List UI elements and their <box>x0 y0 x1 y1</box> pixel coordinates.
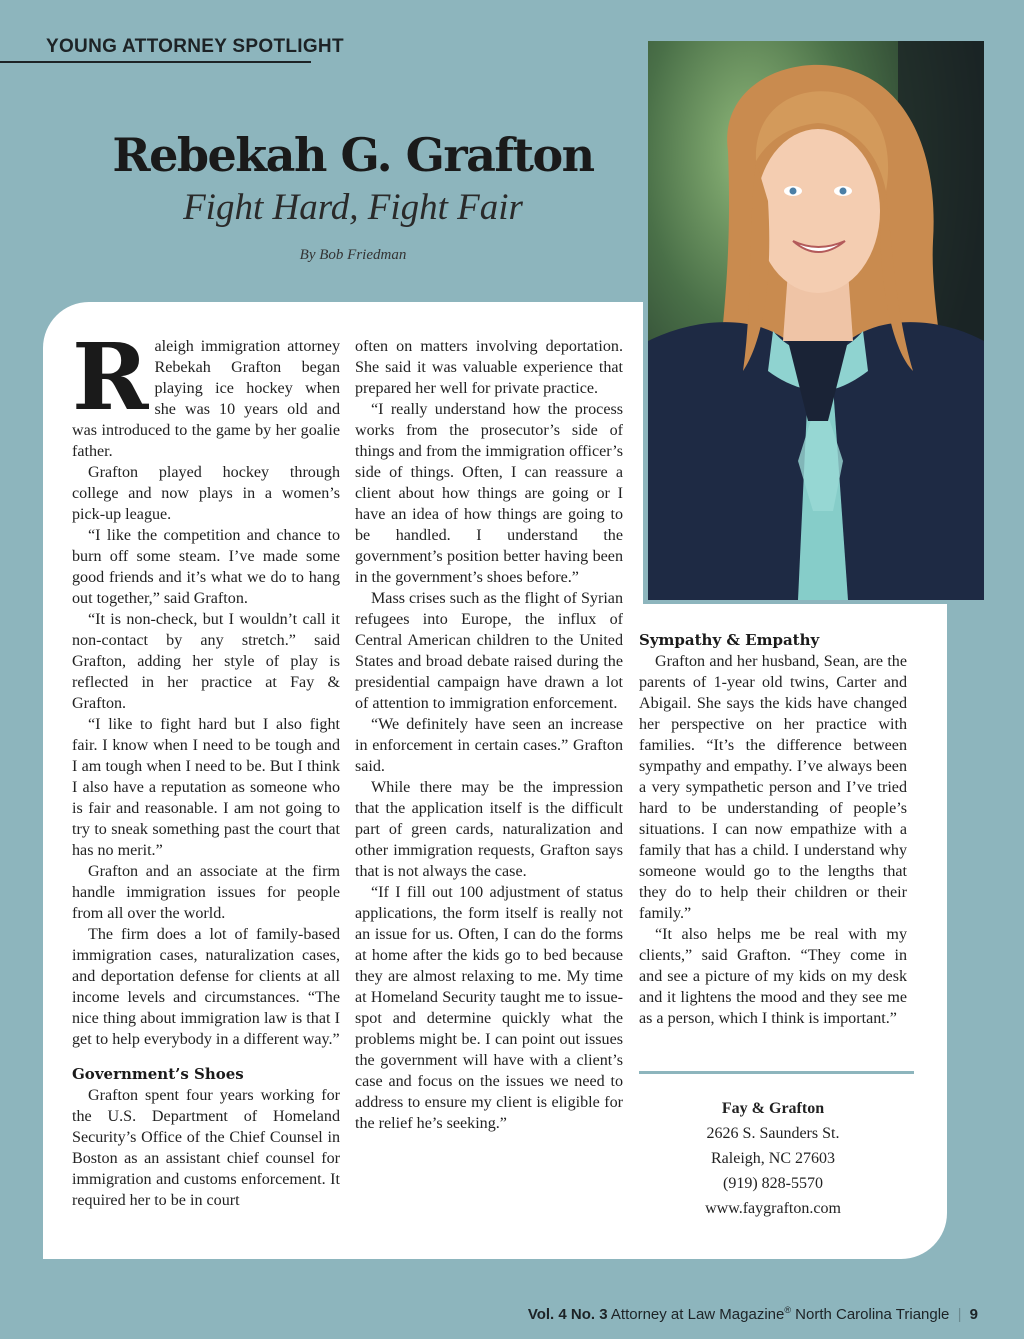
paragraph: “We definitely have seen an increase in enforcement in certain cases.” Grafton said. <box>355 716 623 775</box>
paragraph: Grafton and her husband, Sean, are the parents of 1-year old twins, Carter and Abigail. She says the kids have changed her perspective on her practice with families. “It’s the difference between sympathy and empathy. I’ve always been a very sympathetic person and I’ve tried hard to be understanding of people’s situations. I can now empathize with a family that has a child. I understand why someone would go to the lengths that they do to help their children or their family.” <box>639 653 907 922</box>
paragraph: “I like to fight hard but I also fight fair. I know when I need to be tough and I am tough when I need to be. But I think I also have a reputation as someone who is fair and reasonable. I am not going to try to sneak something past the court that has no merit.” <box>72 716 340 859</box>
section-heading-governments-shoes: Government’s Shoes <box>72 1065 244 1083</box>
section-heading-sympathy-empathy: Sympathy & Empathy <box>639 631 820 649</box>
paragraph: Grafton and an associate at the firm handle immigration issues for people from all over the world. <box>72 863 340 922</box>
portrait-illustration <box>648 41 984 600</box>
paragraph: often on matters involving deportation. She said it was valuable experience that prepared her well for private practice. <box>355 338 623 397</box>
registered-mark: ® <box>784 1305 791 1315</box>
section-label: YOUNG ATTORNEY SPOTLIGHT <box>46 36 344 57</box>
section-rule <box>0 61 311 63</box>
column-1 <box>72 323 340 1211</box>
footer-separator: | <box>957 1306 962 1323</box>
paragraph: “If I fill out 100 adjustment of status applications, the form itself is really not an issue for us. Often, I can do the forms at home after the kids go to bed because they are almost relaxing to me. My time at Homeland Security taught me to issue-spot and determine quickly what the problems might be. I can point out issues the government will have with a client’s case and focus on the issues we need to address to ensure my client is eligible for the relief he’s seeking.” <box>355 884 623 1132</box>
paragraph: “I like the competition and chance to burn off some steam. I’ve made some good friends and it’s what we do to hang out together,” said Grafton. <box>72 527 340 607</box>
paragraph: While there may be the impression that the application itself is the difficult part of green cards, naturalization and other immigration requests, Grafton says that is not always the case. <box>355 779 623 880</box>
issue-number: Vol. 4 No. 3 <box>527 1306 608 1323</box>
firm-street: 2626 S. Saunders St. <box>706 1125 840 1142</box>
column-3 <box>639 630 907 1029</box>
paragraph: “It is non-check, but I wouldn’t call it non-contact by any stretch.” said Grafton, adding her style of play is reflected in her practice at Fay & Grafton. <box>72 611 340 712</box>
paragraph: “It also helps me be real with my clients,” said Grafton. “They come in and see a picture of my kids on my desk and it lightens the mood and they see me as a person, which I think is important.” <box>639 926 907 1027</box>
magazine-name: Attorney at Law Magazine <box>610 1306 785 1323</box>
firm-phone: (919) 828-5570 <box>723 1175 823 1192</box>
paragraph: Grafton spent four years working for the U.S. Department of Homeland Security’s Office of the Chief Counsel in Boston as an assistant chief counsel for immigration and customs enforcement. It required her to be in court <box>72 1087 340 1209</box>
page-footer <box>528 1305 978 1323</box>
paragraph: Grafton played hockey through college and now plays in a women’s pick-up league. <box>72 464 340 523</box>
byline: By Bob Friedman <box>299 247 407 263</box>
article-headline: Rebekah G. Grafton <box>112 128 594 182</box>
firm-website: www.faygrafton.com <box>705 1200 841 1217</box>
lead-text: aleigh immigration attorney Rebekah Grafton began playing ice hockey when she was 10 years old and was introduced to the game by her goalie father. <box>72 338 340 460</box>
contact-block <box>639 1096 907 1221</box>
column-2 <box>355 336 623 1134</box>
drop-cap: R <box>72 323 149 431</box>
contact-divider <box>639 1071 914 1074</box>
portrait-photo <box>648 41 984 600</box>
magazine-region: North Carolina Triangle <box>795 1306 950 1323</box>
firm-city: Raleigh, NC 27603 <box>711 1150 835 1167</box>
article-subhead: Fight Hard, Fight Fair <box>183 187 523 228</box>
paragraph: The firm does a lot of family-based immigration cases, naturalization cases, and deportation defense for clients at all income levels and circumstances. “The nice thing about immigration law is that I get to help everybody in a different way.” <box>72 926 340 1048</box>
lead-paragraph <box>72 323 340 462</box>
paragraph: “I really understand how the process works from the prosecutor’s side of things and from the immigration officer’s side of things. Often, I can reassure a client about how things are going or I have an idea of how things are going to be handled. I understand the government’s position better having been in the government’s shoes before.” <box>355 401 623 586</box>
firm-name: Fay & Grafton <box>721 1100 825 1117</box>
paragraph: Mass crises such as the flight of Syrian refugees into Europe, the influx of Central American children to the United States and broad debate raised during the presidential campaign have drawn a lot of attention to immigration enforcement. <box>355 590 623 712</box>
page-number: 9 <box>969 1306 978 1323</box>
